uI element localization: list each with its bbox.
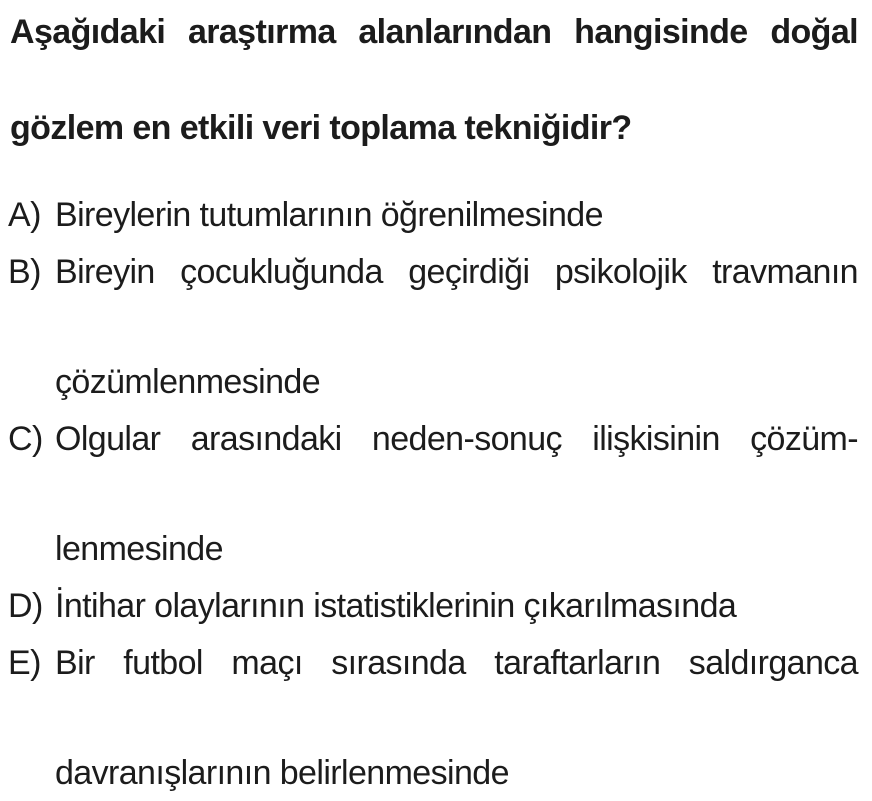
option-text [55, 636, 858, 801]
option-letter: C) [8, 420, 43, 458]
text-line: Bireylerin tutumlarının öğrenilmesinde [55, 196, 603, 234]
text-line: lenmesinde [55, 530, 223, 568]
option-text [55, 579, 858, 634]
option-row-e [8, 636, 858, 801]
option-row-b [8, 245, 858, 410]
text-line: Olgular arasındaki neden-sonuç ilişkisinin çözüm- [55, 420, 858, 458]
option-letter: D) [8, 587, 43, 625]
option-row-a [8, 188, 858, 243]
option-letter: E) [8, 644, 41, 682]
option-text [55, 245, 858, 410]
text-line: İntihar olaylarının istatistiklerinin çıkarılmasında [55, 587, 737, 625]
text-line: gözlem en etkili veri toplama tekniğidir? [10, 109, 632, 147]
text-line: Bir futbol maçı sırasında taraftarların saldırganca [55, 644, 858, 682]
text-line: Aşağıdaki araştırma alanlarından hangisinde doğal [10, 13, 858, 51]
option-row-c [8, 412, 858, 577]
text-line: davranışlarının belirlenmesinde [55, 754, 509, 792]
option-row-d [8, 579, 858, 634]
option-letter: B) [8, 253, 41, 291]
option-text [55, 412, 858, 577]
option-text [55, 188, 858, 243]
options-list [8, 188, 858, 801]
text-line: çözümlenmesinde [55, 363, 321, 401]
text-line: Bireyin çocukluğunda geçirdiği psikolojik travmanın [55, 253, 858, 291]
option-letter: A) [8, 196, 41, 234]
question-text [10, 8, 858, 152]
